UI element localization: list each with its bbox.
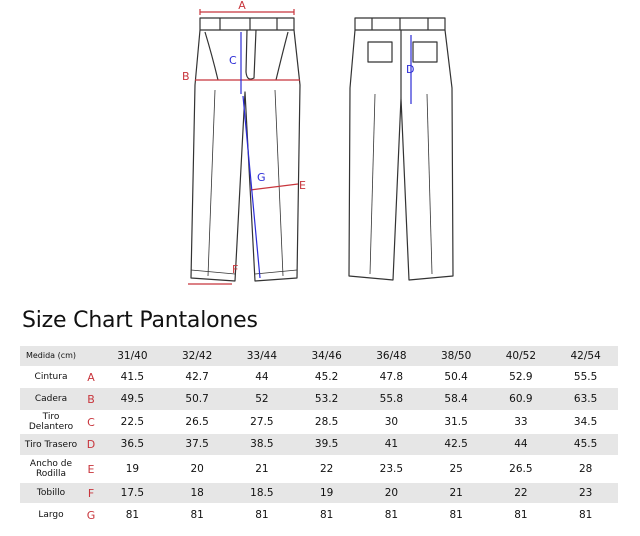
- label-D: D: [406, 63, 415, 76]
- row-letter: A: [87, 370, 95, 384]
- table-cell: 22.5: [120, 415, 145, 428]
- label-A: A: [238, 0, 246, 12]
- table-cell: 81: [578, 508, 593, 521]
- table-row: [20, 434, 618, 455]
- row-label: Tiro Trasero: [20, 434, 82, 455]
- table-cell: 81: [514, 508, 528, 521]
- size-header: 38/50: [424, 346, 489, 366]
- size-header: 42/54: [553, 346, 618, 366]
- table-cell: 44: [489, 434, 554, 455]
- table-cell: 20: [359, 483, 424, 503]
- table-cell: 22: [319, 462, 334, 475]
- table-cell: 41.5: [120, 370, 145, 383]
- table-cell: 21: [424, 483, 489, 503]
- row-label: Tobillo: [20, 483, 82, 503]
- table-cell: 20: [190, 462, 204, 475]
- size-table: [20, 346, 618, 527]
- row-label: Cadera: [20, 388, 82, 410]
- table-row: [20, 410, 618, 434]
- table-cell: 50.7: [165, 388, 230, 410]
- table-row: [20, 503, 618, 527]
- table-cell: 58.4: [424, 388, 489, 410]
- table-cell: 81: [255, 508, 269, 521]
- front-pants-drawing: [191, 18, 300, 281]
- page-title: Size Chart Pantalones: [22, 308, 258, 333]
- table-cell: 81: [449, 508, 463, 521]
- table-cell: 28: [578, 462, 593, 475]
- table-cell: 55.8: [359, 388, 424, 410]
- table-cell: 47.8: [379, 370, 404, 383]
- table-cell: 52: [230, 388, 295, 410]
- label-B: B: [182, 70, 190, 83]
- table-cell: 19: [294, 483, 359, 503]
- table-cell: 60.9: [489, 388, 554, 410]
- table-cell: 19: [125, 462, 140, 475]
- header-letter-spacer: [82, 346, 100, 366]
- size-header: 33/44: [230, 346, 295, 366]
- table-cell: 25: [449, 462, 463, 475]
- table-cell: 81: [319, 508, 334, 521]
- row-letter: F: [82, 483, 100, 503]
- header-label: Medida (cm): [20, 346, 82, 366]
- table-cell: 26.5: [509, 462, 533, 475]
- label-G: G: [257, 171, 266, 184]
- label-C: C: [229, 54, 237, 67]
- table-cell: 26.5: [185, 415, 209, 428]
- table-cell: 21: [255, 462, 269, 475]
- table-row: [20, 483, 618, 503]
- table-cell: 18: [165, 483, 230, 503]
- size-header: 40/52: [489, 346, 554, 366]
- table-cell: 55.5: [573, 370, 598, 383]
- table-cell: 37.5: [165, 434, 230, 455]
- table-cell: 17.5: [100, 483, 165, 503]
- table-cell: 45.2: [314, 370, 339, 383]
- row-label: Ancho de Rodilla: [29, 459, 73, 479]
- table-cell: 63.5: [553, 388, 618, 410]
- table-cell: 33: [514, 415, 528, 428]
- row-letter: C: [87, 415, 95, 429]
- table-cell: 50.4: [444, 370, 468, 383]
- table-cell: 39.5: [294, 434, 359, 455]
- back-pants-drawing: [349, 18, 453, 280]
- table-cell: 52.9: [509, 370, 533, 383]
- row-label: Largo: [38, 510, 64, 520]
- table-cell: 23: [553, 483, 618, 503]
- table-cell: 42.7: [185, 370, 209, 383]
- row-label: Cintura: [34, 372, 68, 382]
- table-row: [20, 388, 618, 410]
- table-row: [20, 366, 618, 388]
- row-letter: E: [87, 462, 95, 476]
- row-letter: B: [82, 388, 100, 410]
- table-header-row: [20, 346, 618, 366]
- table-cell: 53.2: [294, 388, 359, 410]
- table-cell: 27.5: [250, 415, 274, 428]
- table-cell: 42.5: [424, 434, 489, 455]
- table-cell: 18.5: [230, 483, 295, 503]
- table-cell: 81: [384, 508, 399, 521]
- table-cell: 49.5: [100, 388, 165, 410]
- table-cell: 45.5: [553, 434, 618, 455]
- table-cell: 23.5: [379, 462, 404, 475]
- table-cell: 44: [255, 370, 269, 383]
- table-cell: 34.5: [573, 415, 598, 428]
- table-cell: 38.5: [230, 434, 295, 455]
- row-label: Tiro Delantero: [28, 412, 74, 432]
- table-cell: 81: [190, 508, 204, 521]
- size-header: 34/46: [294, 346, 359, 366]
- table-cell: 41: [359, 434, 424, 455]
- table-cell: 31.5: [444, 415, 468, 428]
- row-letter: G: [86, 508, 96, 522]
- table-cell: 28.5: [314, 415, 339, 428]
- row-letter: D: [82, 434, 100, 455]
- label-F: F: [232, 263, 239, 276]
- label-E: E: [299, 179, 306, 192]
- table-cell: 81: [125, 508, 140, 521]
- size-header: 32/42: [165, 346, 230, 366]
- table-row: [20, 455, 618, 483]
- size-header: 31/40: [100, 346, 165, 366]
- table-cell: 30: [384, 415, 399, 428]
- table-cell: 22: [489, 483, 554, 503]
- size-header: 36/48: [359, 346, 424, 366]
- table-cell: 36.5: [100, 434, 165, 455]
